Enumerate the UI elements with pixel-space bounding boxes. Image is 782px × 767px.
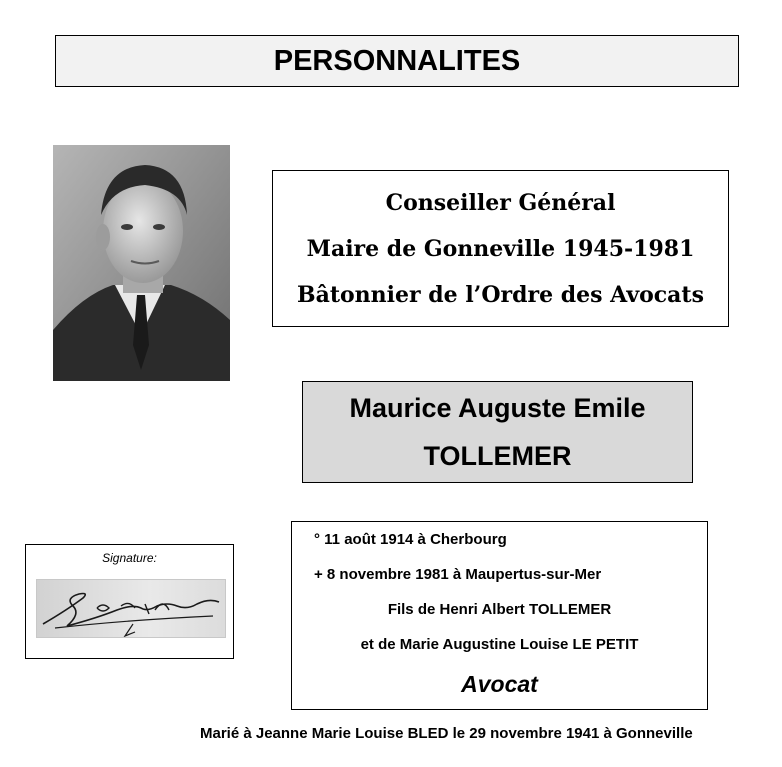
given-names: Maurice Auguste Emile (349, 393, 646, 423)
marriage-line: Marié à Jeanne Marie Louise BLED le 29 novembre 1941 à Gonneville (200, 725, 693, 742)
name-box (302, 381, 693, 483)
page-title-bar (55, 35, 739, 87)
role-mayor: Maire de Gonneville 1945-1981 (306, 235, 695, 262)
page-title: PERSONNALITES (273, 44, 521, 77)
surname: TOLLEMER (423, 441, 572, 471)
signature-label: Signature: (102, 551, 157, 565)
portrait-photo (53, 145, 230, 381)
signature-image (36, 579, 226, 638)
roles-box (272, 170, 729, 327)
father-line: Fils de Henri Albert TOLLEMER (387, 601, 612, 618)
biography-box (291, 521, 708, 710)
profession: Avocat (461, 671, 538, 697)
role-general-councillor: Conseiller Général (385, 189, 616, 216)
death-line: + 8 novembre 1981 à Maupertus-sur-Mer (314, 566, 602, 583)
birth-line: ° 11 août 1914 à Cherbourg (314, 531, 507, 548)
signature-box (25, 544, 234, 659)
role-batonnier: Bâtonnier de l’Ordre des Avocats (297, 281, 704, 308)
mother-line: et de Marie Augustine Louise LE PETIT (360, 636, 639, 653)
